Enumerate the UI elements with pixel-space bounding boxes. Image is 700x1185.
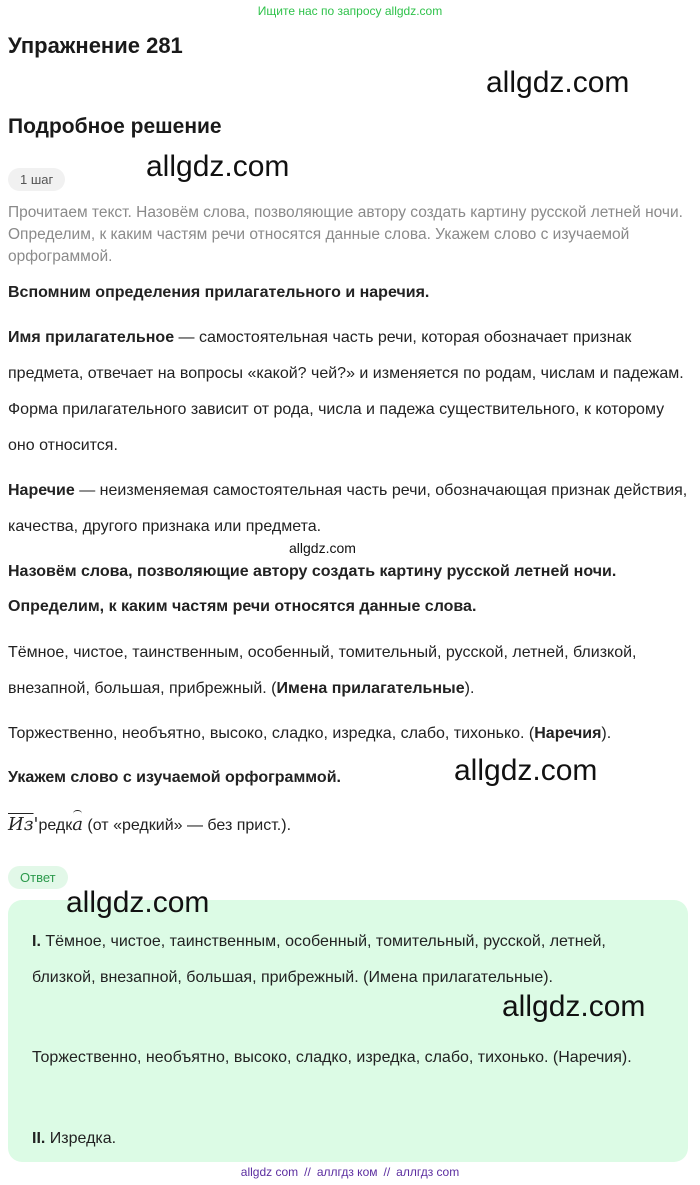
adjective-close: ).: [464, 680, 475, 697]
watermark: allgdz.com: [66, 886, 210, 919]
adverb-close: ).: [601, 725, 612, 742]
footer-separator: //: [383, 1165, 391, 1179]
adverb-definition: [8, 473, 692, 545]
answer-adverbs: Торжественно, необъятно, высоко, сладко, изредка, слабо, тихонько. (Наречия).: [32, 1049, 632, 1066]
footer-link[interactable]: allgdz com: [240, 1165, 299, 1179]
footer-links: [0, 1165, 700, 1179]
step-badge: 1 шаг: [8, 168, 65, 191]
watermark: allgdz.com: [502, 990, 646, 1023]
watermark: allgdz.com: [146, 150, 290, 183]
adjective-words: Тёмное, чистое, таинственным, особенный, томительный, русской, летней, близкой, внезапной, большая, прибрежный. (: [8, 644, 637, 697]
answer-part-1-number: I.: [32, 933, 41, 950]
adverb-def-text: — неизменяемая самостоятельная часть речи, обозначающая признак действия, качества, другого признака или предмета.: [8, 482, 688, 535]
answer-badge: Ответ: [8, 866, 68, 889]
answer-part-2-number: II.: [32, 1130, 46, 1147]
word-analysis: [8, 814, 692, 835]
adjective-label: Имена прилагательные: [276, 680, 465, 697]
adjective-term: Имя прилагательное: [8, 329, 175, 346]
spelling-heading: Укажем слово с изучаемой орфограммой.: [8, 769, 341, 786]
adjective-def-text: — самостоятельная часть речи, которая обозначает признак предмета, отвечает на вопросы «какой? чей?» и изменяется по родам, числам и падежам. Форма прилагательного зависит от рода, числа и падежа существительного, к которому оно относится.: [8, 329, 684, 454]
recall-heading: Вспомним определения прилагательного и наречия.: [8, 284, 430, 301]
word-root: редк: [38, 817, 73, 834]
adverb-term: Наречие: [8, 482, 75, 499]
ending-mark: а: [72, 814, 83, 835]
word-note: (от «редкий» — без прист.).: [82, 817, 292, 834]
footer-separator: //: [304, 1165, 311, 1179]
page-title: Упражнение 281: [8, 33, 183, 58]
answer-part-2-text: Изредка.: [45, 1130, 117, 1147]
answer-part-2: [32, 1121, 652, 1157]
footer-link[interactable]: аллгдз com: [396, 1165, 460, 1179]
adjective-definition: [8, 320, 692, 464]
stress-mark: ': [33, 814, 39, 835]
define-parts-heading: Определим, к каким частям речи относятся данные слова.: [8, 598, 477, 615]
adverb-words: Торжественно, необъятно, высоко, сладко, изредка, слабо, тихонько. (: [8, 725, 535, 742]
adjective-list: [8, 635, 692, 707]
prefix-mark: Из: [8, 814, 34, 835]
watermark: allgdz.com: [454, 754, 598, 787]
adverb-list: [8, 716, 692, 752]
name-words-heading: Назовём слова, позволяющие автору создать картину русской летней ночи.: [8, 563, 617, 580]
watermark-small: allgdz.com: [289, 540, 356, 556]
adverb-label: Наречия: [534, 725, 602, 742]
watermark: allgdz.com: [486, 66, 630, 99]
intro-text: Прочитаем текст. Назовём слова, позволяющие автору создать картину русской летней ночи. Определим, к каким частям речи относятся данные слова. Укажем слово с изучаемой орфограммой.: [8, 204, 683, 265]
section-title: Подробное решение: [8, 115, 222, 138]
answer-part-1-text: Тёмное, чистое, таинственным, особенный, томительный, русской, летней, близкой, внезапной, большая, прибрежный. (Имена прилагательные).: [32, 933, 606, 986]
answer-part-1: [32, 924, 652, 996]
search-hint: Ищите нас по запросу allgdz.com: [257, 4, 443, 18]
footer-link[interactable]: аллгдз ком: [316, 1165, 378, 1179]
